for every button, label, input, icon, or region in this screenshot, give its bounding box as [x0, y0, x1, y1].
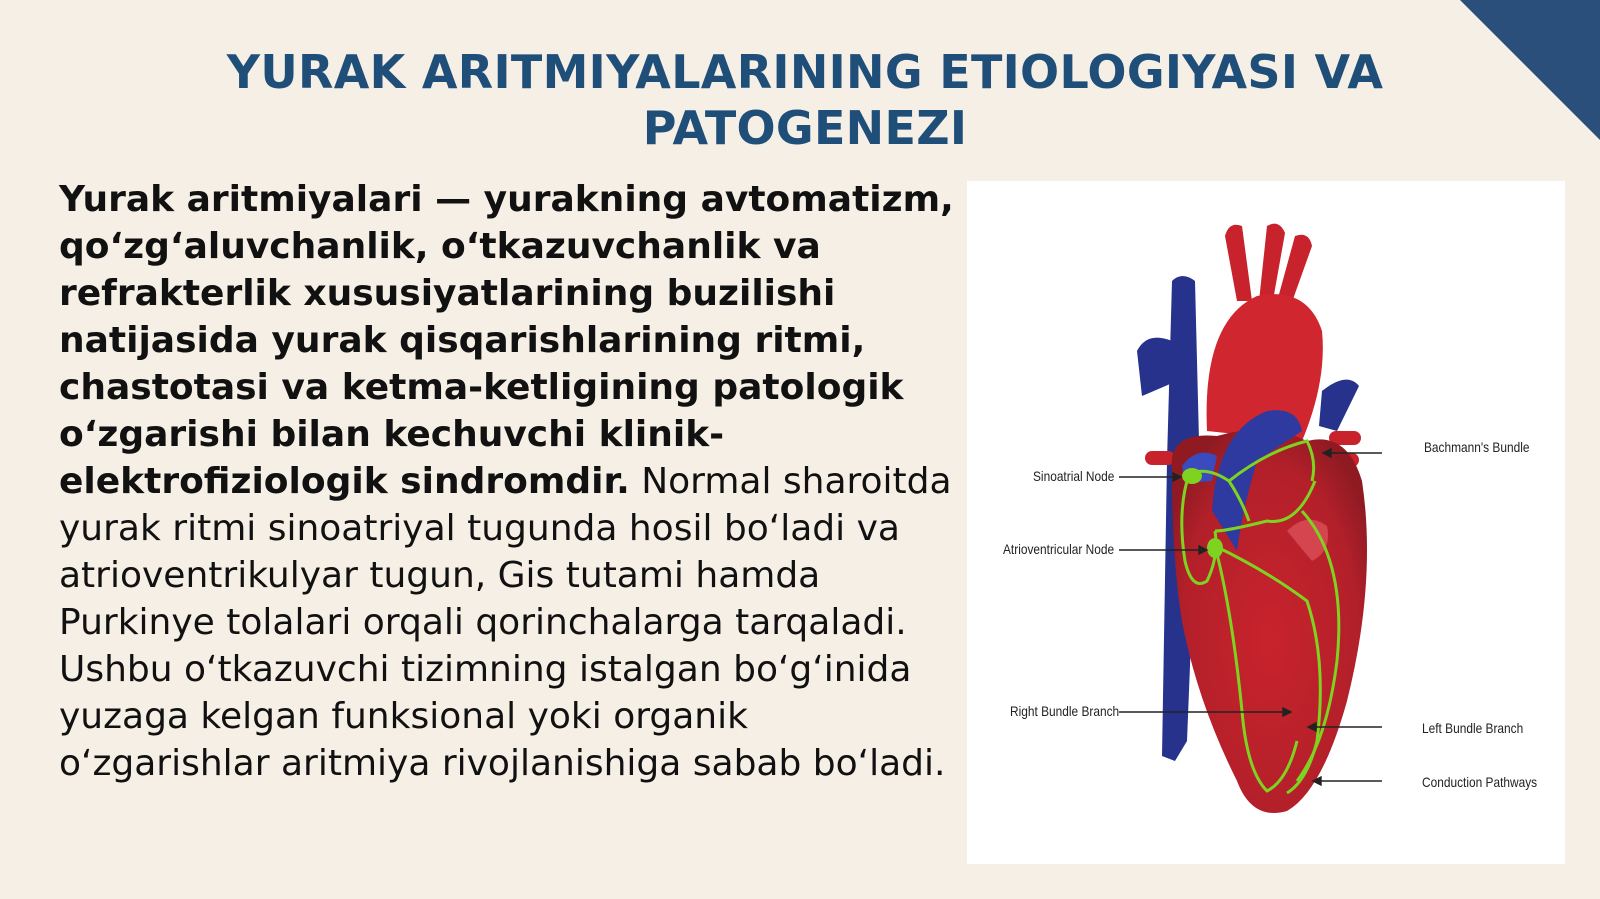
title-line-2: PATOGENEZI: [642, 101, 968, 155]
label-conduction-pathways: Conduction Pathways: [1422, 774, 1538, 790]
slide-title: [160, 44, 1450, 156]
heart-illustration: [967, 181, 1565, 864]
title-line-1: YURAK ARITMIYALARINING ETIOLOGIYASI VA: [226, 45, 1384, 99]
body-paragraph: [59, 176, 959, 787]
label-right-bundle-branch: Right Bundle Branch: [1010, 703, 1120, 719]
label-av-node: Atrioventricular Node: [1003, 541, 1115, 557]
heart-conduction-figure: [967, 181, 1565, 864]
corner-accent: [1460, 0, 1600, 140]
body-definition: Yurak aritmiyalari — yurakning avtomatizm, qoʻzgʻaluvchanlik, oʻtkazuvchanlik va refrakterlik xususiyatlarining buzilishi natijasida yurak qisqarishlarining ritmi, chastotasi va ketma-ketligining patologik oʻzgarishi bilan kechuvchi klinik-elektrofiziologik sindromdir.: [59, 179, 954, 502]
sinoatrial-node: [1182, 468, 1202, 484]
label-left-bundle-branch: Left Bundle Branch: [1422, 720, 1524, 736]
body-explanation: Normal sharoitda yurak ritmi sinoatriyal tugunda hosil boʻladi va atrioventrikulyar tugun, Gis tutami hamda Purkinye tolalari orqali qorinchalarga tarqaladi. Ushbu oʻtkazuvchi tizimning istalgan boʻgʻinida yuzaga kelgan funksional yoki organik oʻzgarishlar aritmiya rivojlanishiga sabab boʻladi.: [59, 461, 952, 784]
label-sinoatrial-node: Sinoatrial Node: [1033, 468, 1115, 484]
av-node: [1207, 538, 1223, 558]
label-bachmanns-bundle: Bachmann's Bundle: [1424, 439, 1530, 455]
